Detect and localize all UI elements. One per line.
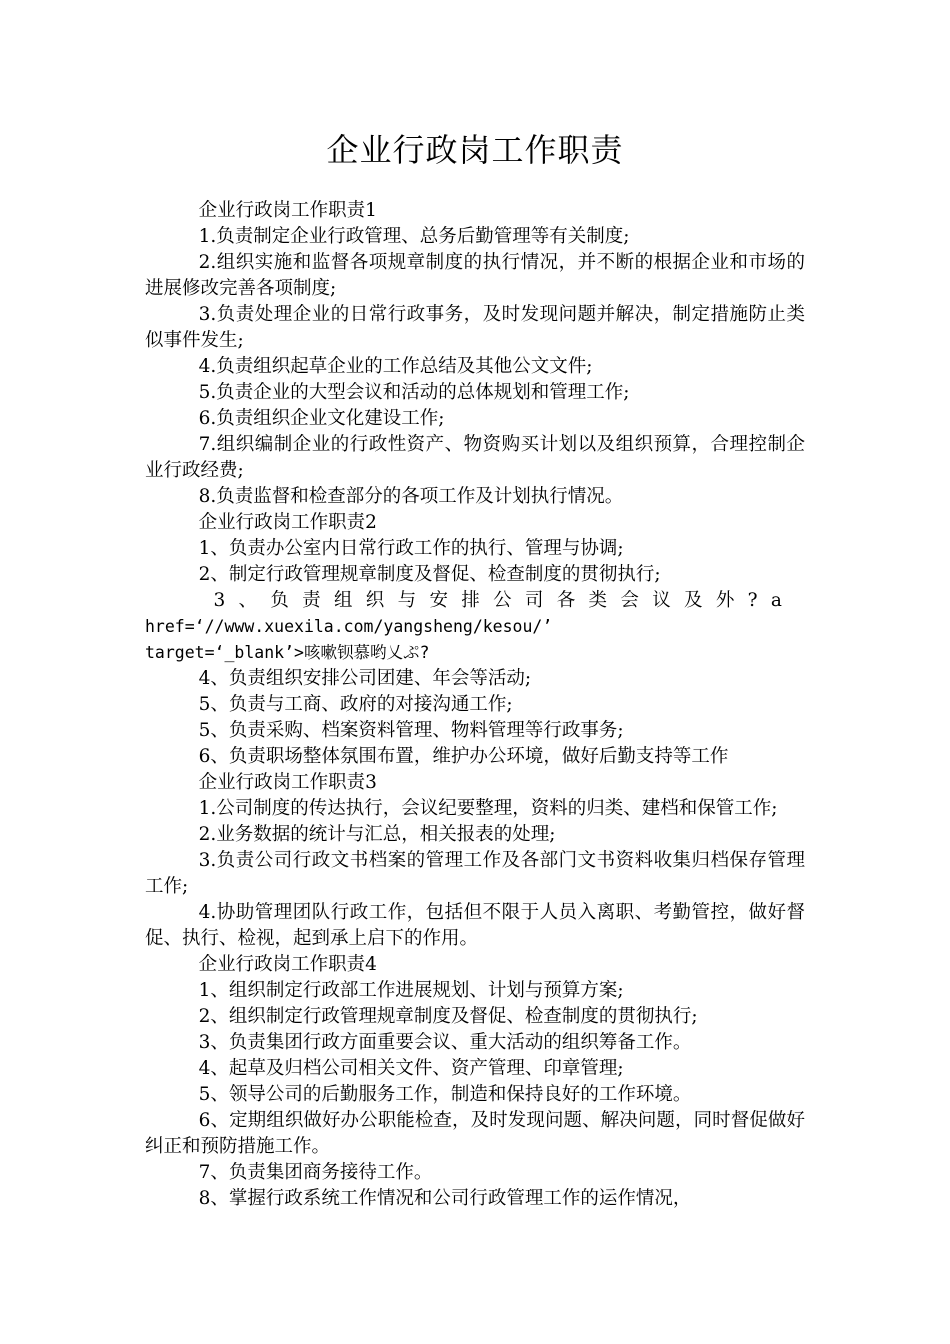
paragraph: 3.负责处理企业的日常行政事务，及时发现问题并解决，制定措施防止类似事件发生; — [145, 304, 805, 351]
paragraph: 4、起草及归档公司相关文件、资产管理、印章管理; — [198, 1058, 624, 1079]
section-heading: 企业行政岗工作职责2 — [198, 512, 377, 533]
paragraph: 4、负责组织安排公司团建、年会等活动; — [198, 668, 532, 689]
paragraph: 2、组织制定行政管理规章制度及督促、检查制度的贯彻执行; — [198, 1006, 698, 1027]
section-heading: 企业行政岗工作职责3 — [198, 772, 377, 793]
paragraph: 2、制定行政管理规章制度及督促、检查制度的贯彻执行; — [198, 564, 661, 585]
document-title: 企业行政岗工作职责 — [326, 131, 624, 169]
section-heading: 企业行政岗工作职责4 — [198, 954, 377, 975]
paragraph: target=‘_blank’>咳嗽钡慕哟乂ぷ? — [145, 643, 430, 662]
paragraph: 5.负责企业的大型会议和活动的总体规划和管理工作; — [198, 382, 630, 403]
paragraph: href=‘//www.xuexila.com/yangsheng/kesou/’ — [145, 617, 553, 636]
paragraph: 6.负责组织企业文化建设工作; — [198, 408, 445, 429]
paragraph: 6、定期组织做好办公职能检查，及时发现问题、解决问题，同时督促做好纠正和预防措施工作。 — [145, 1110, 805, 1157]
paragraph: 2.组织实施和监督各项规章制度的执行情况，并不断的根据企业和市场的进展修改完善各项制度; — [145, 252, 805, 299]
paragraph: 5、负责采购、档案资料管理、物料管理等行政事务; — [198, 720, 624, 741]
paragraph: 3、负责组织与安排公司各类会议及外?a — [213, 590, 796, 611]
paragraph: 5、领导公司的后勤服务工作，制造和保持良好的工作环境。 — [198, 1084, 692, 1105]
paragraph: 8、掌握行政系统工作情况和公司行政管理工作的运作情况， — [198, 1188, 692, 1209]
paragraph: 7.组织编制企业的行政性资产、物资购买计划以及组织预算，合理控制企业行政经费; — [145, 434, 805, 481]
paragraph: 3.负责公司行政文书档案的管理工作及各部门文书资料收集归档保存管理工作; — [145, 850, 805, 897]
section-heading: 企业行政岗工作职责1 — [198, 200, 377, 221]
document-body — [145, 198, 805, 1212]
paragraph: 1.公司制度的传达执行，会议纪要整理，资料的归类、建档和保管工作; — [198, 798, 778, 819]
paragraph: 5、负责与工商、政府的对接沟通工作; — [198, 694, 513, 715]
paragraph: 6、负责职场整体氛围布置，维护办公环境，做好后勤支持等工作 — [198, 746, 729, 767]
paragraph: 1、组织制定行政部工作进展规划、计划与预算方案; — [198, 980, 624, 1001]
paragraph: 4.负责组织起草企业的工作总结及其他公文文件; — [198, 356, 593, 377]
paragraph: 7、负责集团商务接待工作。 — [198, 1162, 433, 1183]
paragraph: 1、负责办公室内日常行政工作的执行、管理与协调; — [198, 538, 624, 559]
paragraph: 4.协助管理团队行政工作，包括但不限于人员入离职、考勤管控，做好督促、执行、检视，起到承上启下的作用。 — [145, 902, 805, 949]
paragraph: 2.业务数据的统计与汇总，相关报表的处理; — [198, 824, 556, 845]
paragraph: 8.负责监督和检查部分的各项工作及计划执行情况。 — [198, 486, 624, 507]
paragraph: 1.负责制定企业行政管理、总务后勤管理等有关制度; — [198, 226, 630, 247]
paragraph: 3、负责集团行政方面重要会议、重大活动的组织筹备工作。 — [198, 1032, 692, 1053]
